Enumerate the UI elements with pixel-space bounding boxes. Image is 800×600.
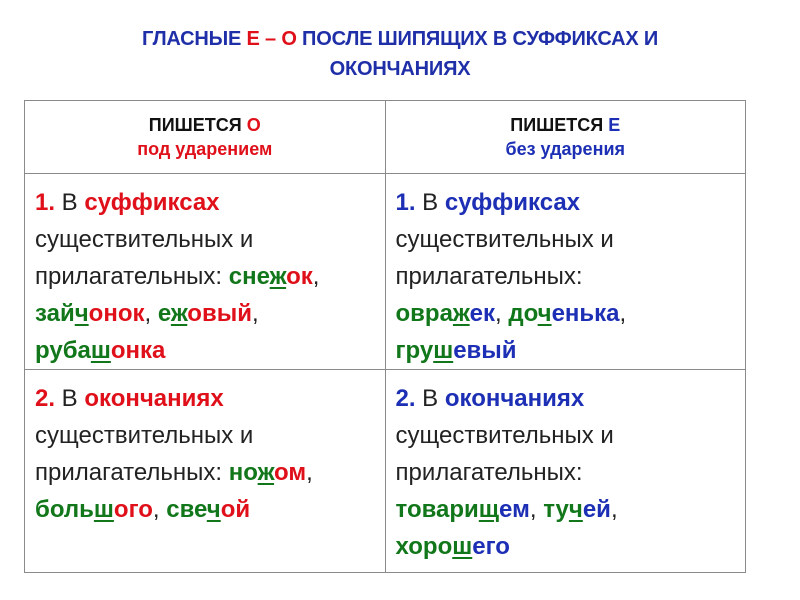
title-letter-e: Е [246,28,260,50]
example-word: хорошего [395,533,510,560]
rule-term: окончаниях [444,385,585,412]
example-word: тучей [543,496,611,523]
example-word: свечой [166,496,251,523]
example-word: грушевый [395,337,517,364]
example-word: рубашонка [35,337,166,364]
rule-text: прилагательных: [395,459,583,486]
example-word: овражек [395,300,495,327]
rule-text: прилагательных: [395,263,583,290]
rule-prep: В [415,385,445,412]
rule-prep: В [55,189,85,216]
rule-number: 2. [35,385,56,412]
rule-cell-left-1: 1. В суффиксах существительных и прилагательных: снежок, зайчонок, ежовый, рубашонка [25,174,386,370]
rule-cell-right-2: 2. В окончаниях существительных и прилагательных: товарищем, тучей, хорошего [385,370,746,573]
page-title [40,24,760,84]
title-line-2: ОКОНЧАНИЯХ [329,58,471,80]
rule-term: окончаниях [84,385,224,412]
header-right-letter: Е [608,115,621,135]
table-row [25,370,746,573]
rule-cell-right-1: 1. В суффиксах существительных и прилагательных: овражек, доченька, грушевый [385,174,746,370]
example-word: снежок [228,263,313,290]
header-left-letter: О [246,115,261,135]
title-dash: – [259,28,282,50]
title-line-1 [40,24,760,54]
example-word: большого [35,496,153,523]
rule-text: существительных и [395,226,614,253]
example-word: зайчонок [35,300,145,327]
rule-term: суффиксах [84,189,220,216]
rule-term: суффиксах [444,189,581,216]
table-row [25,174,746,370]
rule-prep: В [55,385,85,412]
header-left-label: ПИШЕТСЯ [148,115,247,135]
rule-cell-left-2: 2. В окончаниях существительных и прилагательных: ножом, большого, свечой [25,370,386,573]
header-right [385,101,746,174]
header-right-label: ПИШЕТСЯ [510,115,609,135]
rule-text: существительных и [35,422,254,449]
header-row [25,101,746,174]
title-letter-o: О [281,28,297,50]
header-right-sub: без ударения [505,139,626,159]
rule-prep: В [415,189,445,216]
example-word: доченька [508,300,620,327]
title-text-2: ПОСЛЕ ШИПЯЩИХ В СУФФИКСАХ И [296,28,659,50]
example-word: ножом [228,459,307,486]
header-left-sub: под ударением [137,139,273,159]
rule-text: существительных и [35,226,254,253]
rule-text: прилагательных: [35,263,229,290]
header-left [25,101,386,174]
example-word: ежовый [157,300,252,327]
example-word: товарищем [395,496,530,523]
rule-text: прилагательных: [35,459,229,486]
title-text: ГЛАСНЫЕ [141,28,247,50]
rule-number: 1. [395,189,416,216]
rule-number: 1. [35,189,56,216]
rules-table [24,100,746,573]
rule-text: существительных и [395,422,614,449]
rule-number: 2. [395,385,416,412]
